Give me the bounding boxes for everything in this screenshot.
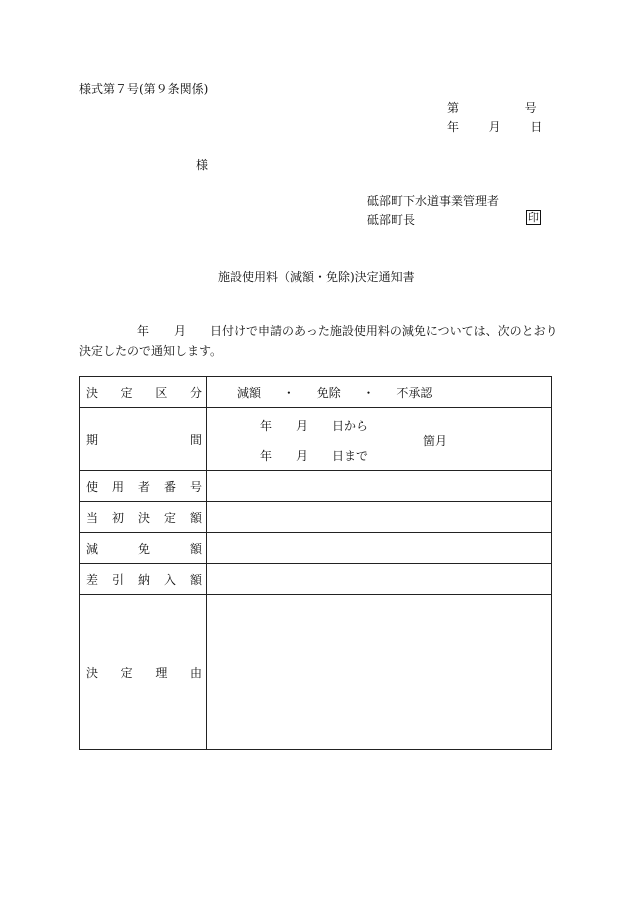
to-day: 日まで bbox=[332, 449, 369, 463]
label-char: 額 bbox=[189, 510, 202, 525]
net-amount-value bbox=[207, 564, 552, 595]
document-number bbox=[447, 99, 537, 116]
label-char: 当 bbox=[86, 510, 99, 525]
document-title: 施設使用料（減額・免除)決定通知書 bbox=[218, 270, 415, 284]
table-row-reduction-amount bbox=[80, 533, 552, 564]
label-char: 間 bbox=[189, 432, 202, 447]
label-char: 区 bbox=[155, 385, 168, 400]
body-year: 年 bbox=[137, 324, 150, 338]
option-exemption: 免除 bbox=[316, 385, 341, 400]
to-year: 年 bbox=[260, 449, 273, 463]
label-char: 額 bbox=[189, 541, 202, 556]
period-cell bbox=[207, 408, 552, 471]
label-char: 定 bbox=[120, 385, 133, 400]
table-row-decision-type bbox=[80, 377, 552, 408]
option-rejection: 不承認 bbox=[396, 385, 433, 400]
label-char: 理 bbox=[155, 665, 168, 680]
label-char: 減 bbox=[86, 541, 99, 556]
label-char: 期 bbox=[86, 432, 99, 447]
label-char: 引 bbox=[111, 572, 124, 587]
label-char: 納 bbox=[137, 572, 150, 587]
document-date bbox=[447, 118, 542, 135]
initial-amount-value bbox=[207, 502, 552, 533]
label-reason bbox=[80, 595, 207, 750]
table-row-net-amount bbox=[80, 564, 552, 595]
label-char: 定 bbox=[163, 510, 176, 525]
issuer-title: 砥部町下水道事業管理者 bbox=[367, 194, 500, 208]
label-char: 額 bbox=[189, 572, 202, 587]
body-month: 月 bbox=[174, 324, 187, 338]
table-row-period bbox=[80, 408, 552, 471]
body-line-2: 決定したので通知します。 bbox=[79, 344, 223, 358]
to-month: 月 bbox=[296, 449, 309, 463]
label-char: 入 bbox=[163, 572, 176, 587]
option-separator: ・ bbox=[362, 385, 375, 400]
label-user-number bbox=[80, 471, 207, 502]
label-char: 定 bbox=[120, 665, 133, 680]
user-number-value bbox=[207, 471, 552, 502]
form-number: 様式第７号(第９条関係) bbox=[79, 82, 209, 96]
body-line-1 bbox=[79, 322, 558, 339]
reduction-amount-value bbox=[207, 533, 552, 564]
label-char: 初 bbox=[111, 510, 124, 525]
from-year: 年 bbox=[260, 419, 273, 433]
label-char: 用 bbox=[111, 479, 124, 494]
label-char: 使 bbox=[86, 479, 99, 494]
table-row-initial-amount bbox=[80, 502, 552, 533]
from-month: 月 bbox=[296, 419, 309, 433]
addressee-suffix: 様 bbox=[196, 158, 209, 172]
label-net-amount bbox=[80, 564, 207, 595]
label-reduction-amount bbox=[80, 533, 207, 564]
doc-number-suffix: 号 bbox=[524, 101, 537, 115]
label-char: 由 bbox=[189, 665, 202, 680]
label-char: 決 bbox=[86, 385, 99, 400]
period-from bbox=[260, 417, 368, 434]
date-year: 年 bbox=[447, 120, 460, 134]
label-char: 差 bbox=[86, 572, 99, 587]
label-char: 決 bbox=[137, 510, 150, 525]
label-char: 番 bbox=[163, 479, 176, 494]
label-decision-type bbox=[80, 377, 207, 408]
decision-options bbox=[207, 377, 552, 408]
body-line1-text: 日付けで申請のあった施設使用料の減免については、次のとおり bbox=[210, 324, 558, 338]
decision-table bbox=[79, 376, 552, 750]
date-day: 日 bbox=[530, 120, 543, 134]
reason-value bbox=[207, 595, 552, 750]
period-months: 箇月 bbox=[423, 434, 448, 448]
table-row-reason bbox=[80, 595, 552, 750]
label-initial-amount bbox=[80, 502, 207, 533]
period-to bbox=[260, 447, 368, 464]
issuer-name: 砥部町長 bbox=[367, 213, 416, 227]
label-period bbox=[80, 408, 207, 471]
seal-mark: 印 bbox=[528, 211, 539, 224]
label-char: 免 bbox=[137, 541, 150, 556]
date-month: 月 bbox=[488, 120, 501, 134]
table-row-user-number bbox=[80, 471, 552, 502]
label-char: 決 bbox=[86, 665, 99, 680]
option-reduction: 減額 bbox=[237, 385, 262, 400]
from-day: 日から bbox=[332, 419, 369, 433]
label-char: 号 bbox=[189, 479, 202, 494]
option-separator: ・ bbox=[282, 385, 295, 400]
doc-number-prefix: 第 bbox=[447, 101, 460, 115]
label-char: 分 bbox=[189, 385, 202, 400]
label-char: 者 bbox=[137, 479, 150, 494]
